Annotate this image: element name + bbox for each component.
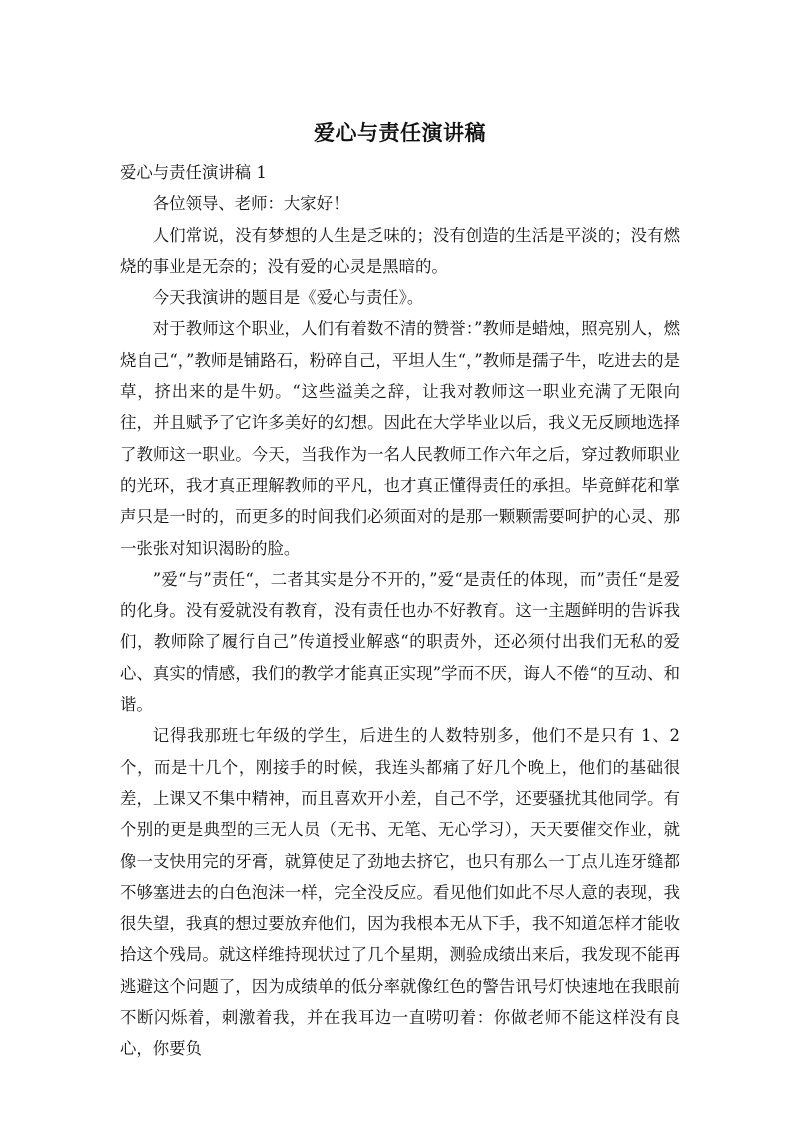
paragraph-opening: 人们常说，没有梦想的人生是乏味的；没有创造的生活是平淡的；没有燃烧的事业是无奈的；没有爱的心灵是黑暗的。	[120, 225, 680, 276]
document-body	[120, 157, 680, 1065]
document-title: 爱心与责任演讲稿	[314, 121, 486, 145]
section-subheading: 爱心与责任演讲稿 1	[120, 163, 267, 182]
paragraph-teacher-praise: 对于教师这个职业，人们有着数不清的赞誉：”教师是蜡烛，照亮别人，燃烧自己“，”教师是铺路石，粉碎自己，平坦人生“，”教师是孺子牛，吃进去的是草，挤出来的是牛奶。“这些溢美之辞，让我对教师这一职业充满了无限向往，并且赋予了它许多美好的幻想。因此在大学毕业以后，我义无反顾地选择了教师这一职业。今天，当我作为一名人民教师工作六年之后，穿过教师职业的光环，我才真正理解教师的平凡，也才真正懂得责任的承担。毕竟鲜花和掌声只是一时的，而更多的时间我们必须面对的是那一颗颗需要呵护的心灵、那一张张对知识渴盼的脸。	[120, 319, 680, 558]
paragraph-love-responsibility: ”爱“与”责任“，二者其实是分不开的，”爱“是责任的体现，而”责任“是爱的化身。没有爱就没有教育，没有责任也办不好教育。这一主题鲜明的告诉我们，教师除了履行自己”传道授业解惑“的职责外，还必须付出我们无私的爱心、真实的情感，我们的教学才能真正实现”学而不厌，诲人不倦“的互动、和谐。	[120, 569, 680, 715]
paragraph-greeting: 各位领导、老师：大家好！	[152, 194, 350, 214]
paragraph-class-story: 记得我那班七年级的学生，后进生的人数特别多，他们不是只有 1、2 个，而是十几个，刚接手的时候，我连头都痛了好几个晚上，他们的基础很差，上课又不集中精神，而且喜欢开小差，自己不学，还要骚扰其他同学。有个别的更是典型的三无人员（无书、无笔、无心学习），天天要催交作业，就像一支快用完的牙膏，就算使足了劲地去挤它，也只有那么一丁点儿连牙缝都不够塞进去的白色泡沫一样，完全没反应。看见他们如此不尽人意的表现，我很失望，我真的想过要放弃他们，因为我根本无从下手，我不知道怎样才能收拾这个残局。就这样维持现状过了几个星期，测验成绩出来后，我发现不能再逃避这个问题了，因为成绩单的低分率就像红色的警告讯号灯快速地在我眼前不断闪烁着，刺激着我，并在我耳边一直唠叨着：你做老师不能这样没有良心，你要负	[120, 726, 680, 1059]
paragraph-topic: 今天我演讲的题目是《爱心与责任》。	[152, 288, 424, 308]
